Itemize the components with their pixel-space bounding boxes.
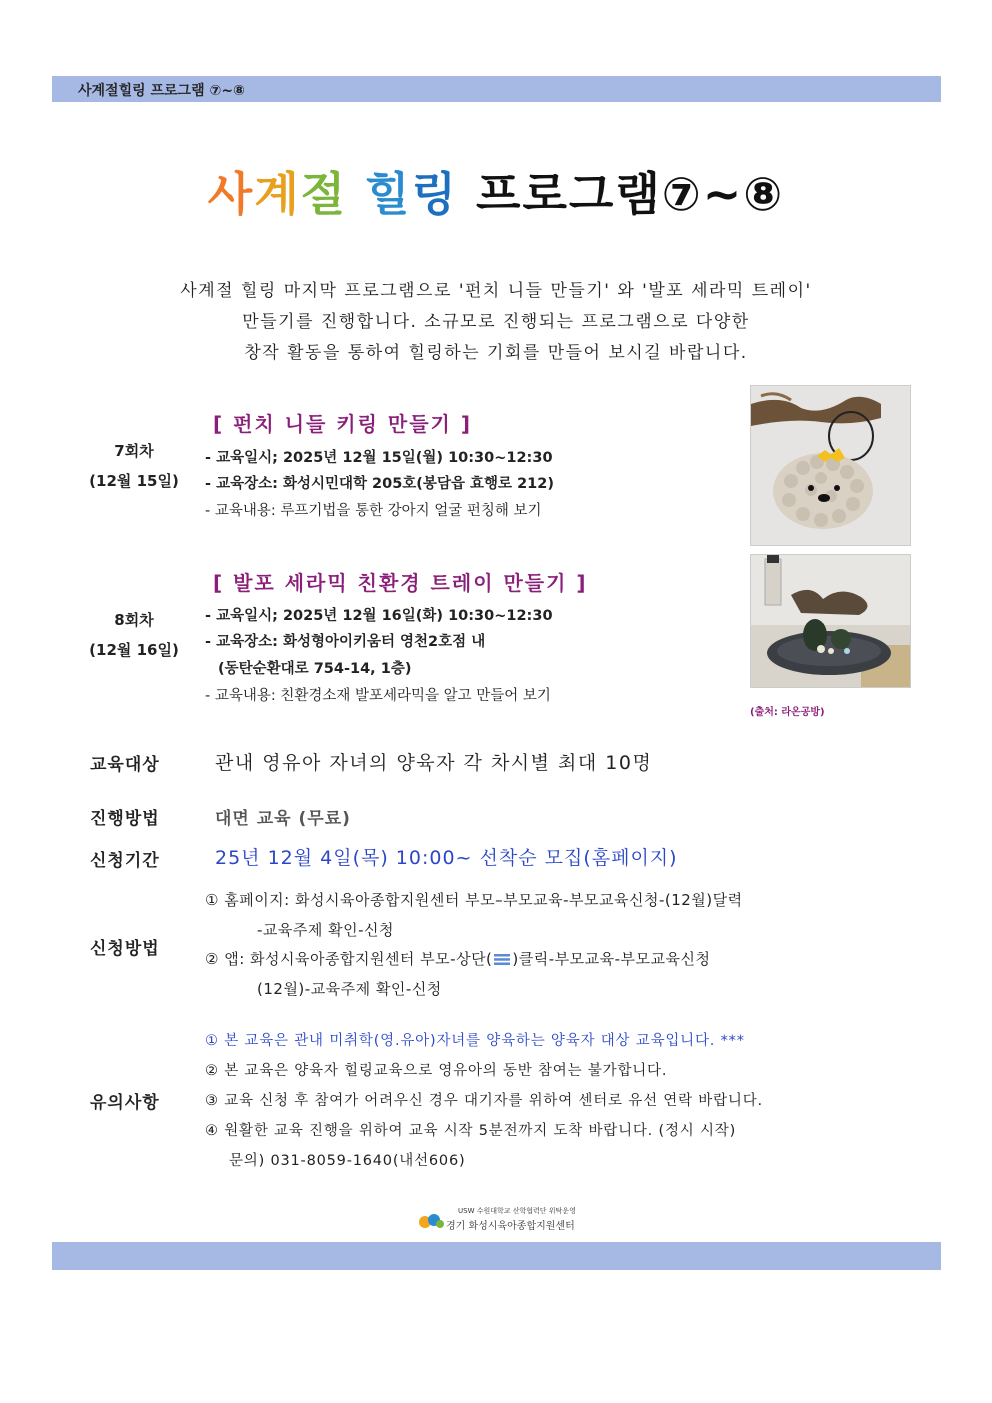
ceramic-tray-image xyxy=(751,555,910,687)
punch-needle-photo xyxy=(750,385,911,546)
menu-icon xyxy=(494,954,510,965)
title-rest: 프로그램⑦~⑧ xyxy=(476,167,785,221)
notes-label: 유의사항 xyxy=(90,1093,160,1113)
logo-name: 경기 화성시육아종합지원센터 xyxy=(446,1221,575,1232)
ceramic-tray-photo xyxy=(750,554,911,688)
header-band xyxy=(52,76,941,102)
page-title xyxy=(0,158,992,224)
title-char: 절 xyxy=(300,167,348,221)
session7-date: (12월 15일) xyxy=(89,472,179,490)
apply-line1: ① 홈페이지: 화성시육아종합지원센터 부모–부모교육-부모교육신청-(12월)달력 xyxy=(205,891,743,909)
title-char: 사 xyxy=(207,167,255,221)
punch-needle-image xyxy=(751,386,910,545)
intro-line: 만들기를 진행합니다. 소규모로 진행되는 프로그램으로 다양한 xyxy=(242,312,750,332)
session7-heading: [ 펀치 니들 키링 만들기 ] xyxy=(213,412,472,436)
note-2: ② 본 교육은 양육자 힐링교육으로 영유아의 동반 참여는 불가합니다. xyxy=(205,1063,668,1079)
session8-place: - 교육장소: 화성형아이키움터 영천2호점 내 xyxy=(205,634,486,650)
logo-subtitle: USW 수원대학교 산학협력단 위탁운영 xyxy=(458,1207,576,1215)
session8-content: - 교육내용: 친환경소재 발포세라믹을 알고 만들어 보기 xyxy=(205,688,551,704)
apply-line2: -교육주제 확인-신청 xyxy=(257,921,395,939)
session8-label xyxy=(84,605,184,665)
header-label: 사계절힐링 프로그램 ⑦~⑧ xyxy=(78,83,245,99)
footer-band xyxy=(52,1242,941,1270)
target-label: 교육대상 xyxy=(90,755,160,775)
title-char: 계 xyxy=(254,167,301,221)
center-logo xyxy=(418,1206,588,1232)
method-value: 대면 교육 (무료) xyxy=(215,809,351,829)
intro-line: 창작 활동을 통하여 힐링하는 기회를 만들어 보시길 바랍니다. xyxy=(244,343,748,363)
note-4: ④ 원활한 교육 진행을 위하여 교육 시작 5분전까지 도착 바랍니다. (정시 시작) xyxy=(205,1123,737,1139)
title-char: 힐 xyxy=(365,167,412,221)
target-value: 관내 영유아 자녀의 양육자 각 차시별 최대 10명 xyxy=(215,752,653,774)
intro-text xyxy=(0,276,992,369)
session8-place2: (동탄순환대로 754-14, 1층) xyxy=(218,661,412,677)
session7-place: - 교육장소: 화성시민대학 205호(봉담읍 효행로 212) xyxy=(205,476,554,492)
apply-label: 신청방법 xyxy=(90,939,160,959)
apply-line3 xyxy=(205,948,710,969)
photo-credit: (출처: 라온공방) xyxy=(750,707,825,718)
note-3: ③ 교육 신청 후 참여가 어려우신 경우 대기자를 위하여 센터로 유선 연락 바랍니다. xyxy=(205,1093,763,1109)
session8-heading: [ 발포 세라믹 친환경 트레이 만들기 ] xyxy=(213,571,588,595)
session8-datetime: - 교육일시; 2025년 12월 16일(화) 10:30~12:30 xyxy=(205,608,553,624)
center-logo-icon xyxy=(418,1208,444,1232)
contact-info: 문의) 031-8059-1640(내선606) xyxy=(229,1153,466,1169)
period-label: 신청기간 xyxy=(90,851,160,871)
apply-line3-end: )클릭-부모교육-부모교육신청 xyxy=(512,950,711,968)
session8-round: 8회차 xyxy=(114,611,154,629)
session7-round: 7회차 xyxy=(114,442,154,460)
intro-line: 사계절 힐링 마지막 프로그램으로 '펀치 니들 만들기' 와 '발포 세라믹 트레이' xyxy=(180,281,812,301)
session7-datetime: - 교육일시; 2025년 12월 15일(월) 10:30~12:30 xyxy=(205,450,553,466)
session7-content: - 교육내용: 루프기법을 통한 강아지 얼굴 펀칭해 보기 xyxy=(205,503,542,519)
note-1: ① 본 교육은 관내 미취학(영.유아)자녀를 양육하는 양육자 대상 교육입니다. *** xyxy=(205,1033,745,1049)
title-char: 링 xyxy=(411,167,458,221)
session7-label xyxy=(84,436,184,496)
apply-line4: (12월)-교육주제 확인-신청 xyxy=(257,980,442,998)
session8-date: (12월 16일) xyxy=(89,641,179,659)
method-label: 진행방법 xyxy=(90,809,160,829)
period-value: 25년 12월 4일(목) 10:00~ 선착순 모집(홈페이지) xyxy=(215,847,678,869)
apply-line3-start: ② 앱: 화성시육아종합지원센터 부모-상단( xyxy=(205,950,493,968)
